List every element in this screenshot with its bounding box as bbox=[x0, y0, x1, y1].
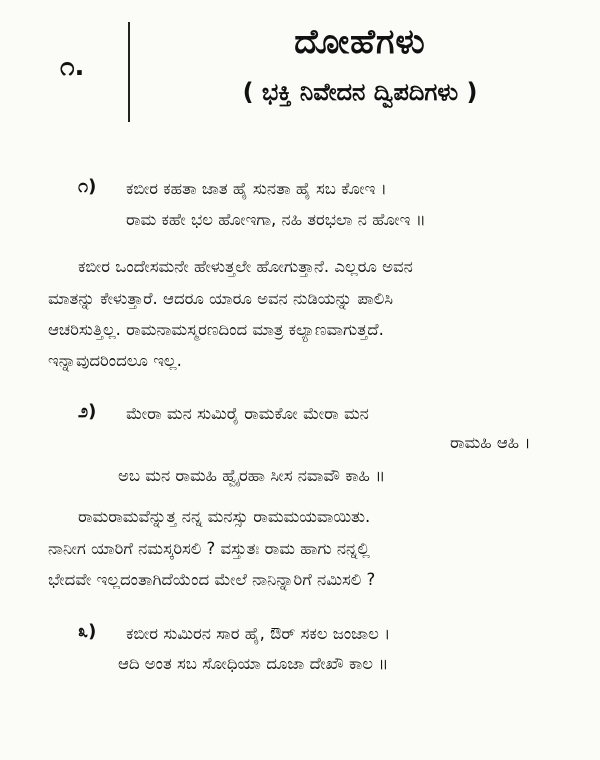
commentary-1-line-2: ಮಾತನ್ನು ಕೇಳುತ್ತಾರೆ. ಆದರೂ ಯಾರೂ ಅವನ ನುಡಿಯನ್ನು ಪಾಲಿಸಿ bbox=[48, 289, 394, 308]
chapter-number: ೧. bbox=[60, 52, 85, 82]
verse-2-line-2: ರಾಮಹಿ ಆಹಿ । bbox=[450, 433, 531, 452]
commentary-2-line-2: ನಾನೀಗ ಯಾರಿಗೆ ನಮಸ್ಕರಿಸಲಿ ? ವಸ್ತುತಃ ರಾಮ ಹಾಗು ನನ್ನಲ್ಲಿ bbox=[48, 539, 370, 558]
verse-number-3: ೩) bbox=[78, 621, 97, 642]
commentary-2-line-3: ಭೇದವೇ ಇಲ್ಲದಂತಾಗಿದೆಯೆಂದ ಮೇಲೆ ನಾನಿನ್ನಾರಿಗೆ ನಮಿಸಲಿ ? bbox=[48, 570, 376, 589]
commentary-1-line-1: ಕಬೀರ ಒಂದೇಸಮನೇ ಹೇಳುತ್ತಲೇ ಹೋಗುತ್ತಾನೆ. ಎಲ್ಲರೂ ಅವನ bbox=[78, 257, 413, 276]
commentary-1-line-4: ಇನ್ನಾವುದರಿಂದಲೂ ಇಲ್ಲ. bbox=[48, 351, 182, 370]
verse-1-line-1: ಕಬೀರ ಕಹತಾ ಜಾತ ಹೈ ಸುನತಾ ಹೈ ಸಬ ಕೋಇ । bbox=[126, 179, 387, 198]
verse-2-line-1: ಮೇರಾ ಮನ ಸುಮಿರೈ ರಾಮಕೋ ಮೇರಾ ಮನ bbox=[126, 404, 369, 423]
page-subtitle: ( ಭಕ್ತಿ ನಿವೇದನ ದ್ವಿಪದಿಗಳು ) bbox=[242, 78, 478, 106]
verse-3-line-1: ಕಬೀರ ಸುಮಿರನ ಸಾರ ಹೈ, ಔರ್ ಸಕಲ ಜಂಜಾಲ । bbox=[126, 624, 391, 643]
verse-2-line-3: ಅಬ ಮನ ರಾಮಹಿ ಹ್ವೈರಹಾ ಸೀಸ ನವಾವೌ ಕಾಹಿ ॥ bbox=[118, 466, 386, 485]
verse-number-1: ೧) bbox=[78, 176, 97, 197]
verse-3-line-2: ಆದಿ ಅಂತ ಸಬ ಸೋಧಿಯಾ ದೂಜಾ ದೇಖೌ ಕಾಲ ॥ bbox=[118, 654, 389, 673]
verse-1-line-2: ರಾಮ ಕಹೇ ಭಲ ಹೋಇಗಾ, ನಹಿ ತರಭಲಾ ನ ಹೋಇ ॥ bbox=[126, 210, 426, 229]
vertical-divider bbox=[128, 22, 130, 122]
commentary-1-line-3: ಆಚರಿಸುತ್ತಿಲ್ಲ. ರಾಮನಾಮಸ್ಮರಣದಿಂದ ಮಾತ್ರ ಕಲ್ಯಾಣವಾಗುತ್ತದೆ. bbox=[48, 320, 384, 339]
commentary-2-line-1: ರಾಮರಾಮವೆನ್ನುತ್ತ ನನ್ನ ಮನಸ್ಸು ರಾಮಮಯವಾಯಿತು. bbox=[78, 507, 371, 526]
page-title: ದೋಹೆಗಳು bbox=[294, 22, 426, 62]
verse-number-2: ೨) bbox=[78, 401, 97, 422]
